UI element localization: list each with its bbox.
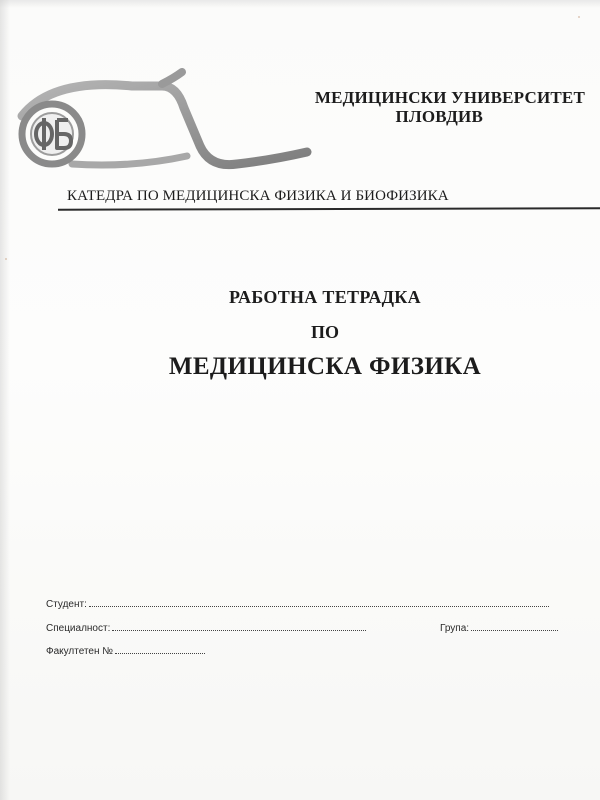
paper-speck	[578, 16, 580, 18]
title-subject: МЕДИЦИНСКА ФИЗИКА	[168, 353, 482, 380]
faculty-number-label: Факултетен №	[46, 646, 114, 657]
student-field	[46, 598, 549, 610]
header-divider	[58, 207, 600, 210]
student-label: Студент:	[46, 599, 87, 610]
specialty-label: Специалност:	[46, 623, 111, 634]
group-fill-line[interactable]	[471, 622, 558, 631]
faculty-number-field	[46, 645, 205, 657]
page-edge-shadow	[0, 0, 10, 800]
group-label: Група:	[440, 623, 470, 634]
student-fill-line[interactable]	[89, 598, 549, 607]
group-field	[440, 622, 558, 634]
specialty-field	[46, 622, 366, 634]
university-name	[240, 88, 600, 126]
faculty-number-fill-line[interactable]	[115, 645, 205, 654]
paper-speck	[5, 258, 7, 260]
page-top-shadow	[0, 0, 600, 8]
specialty-fill-line[interactable]	[112, 622, 366, 631]
department-logo-icon	[12, 68, 312, 186]
department-name: КАТЕДРА ПО МЕДИЦИНСКА ФИЗИКА И БИОФИЗИКА	[67, 188, 449, 204]
title-line1: РАБОТНА ТЕТРАДКА	[229, 287, 421, 307]
university-name-line1: МЕДИЦИНСКИ УНИВЕРСИТЕТ	[314, 88, 585, 107]
university-city: ПЛОВДИВ	[395, 107, 483, 126]
title-line2: ПО	[310, 322, 339, 342]
